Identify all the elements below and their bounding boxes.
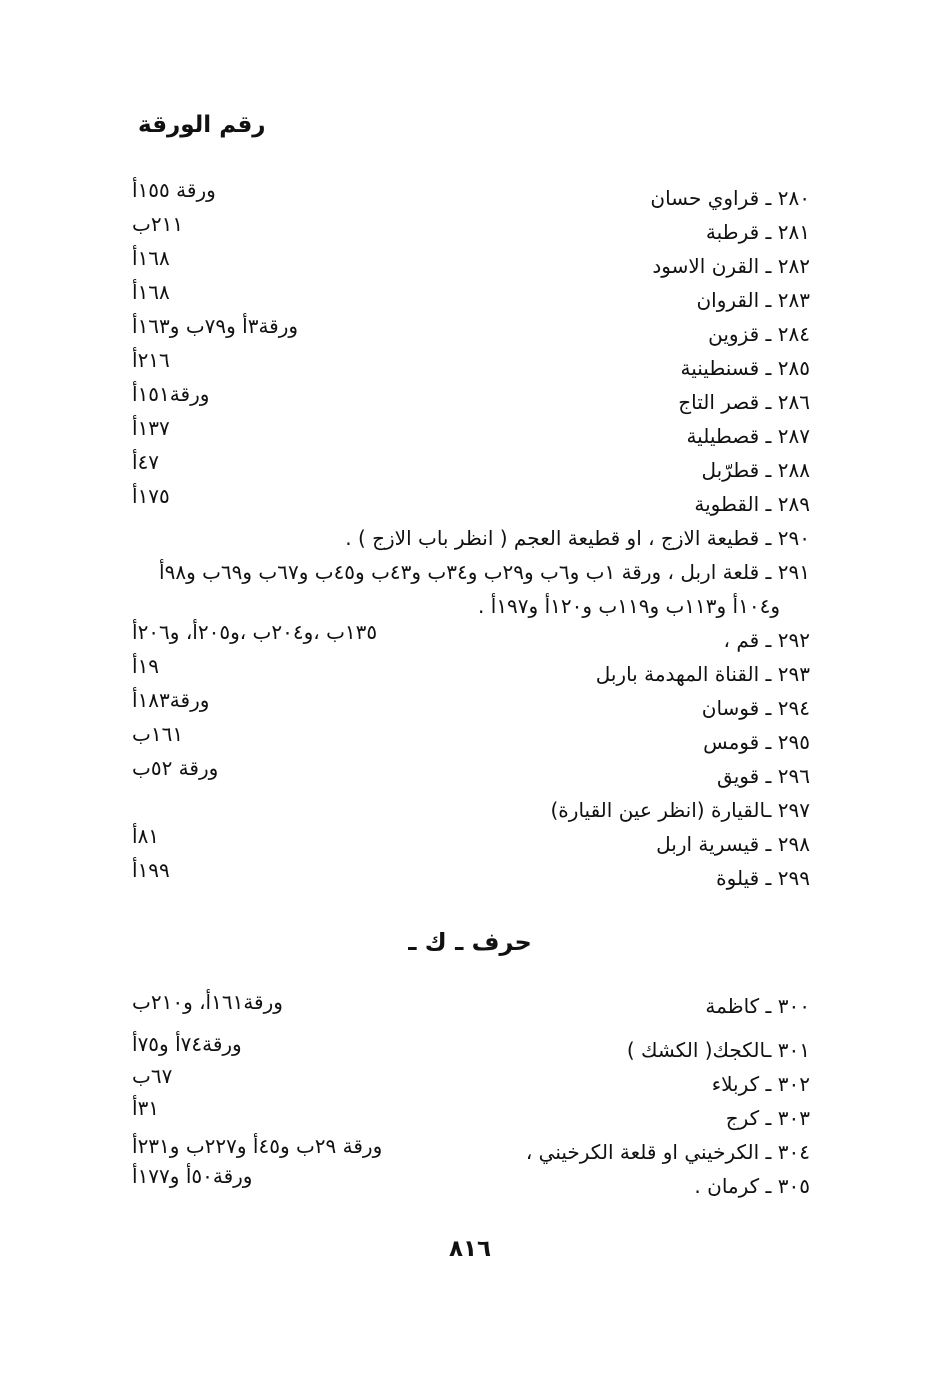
entry-text-continuation: و١٠٤أ و١١٣ب و١١٩ب و١٢٠أ و١٩٧أ . (478, 594, 780, 618)
folio-ref: ١٦٨أ (132, 246, 170, 270)
entry-text: ٣٠١ ـالكجك( الكشك ) (626, 1038, 810, 1062)
folio-ref: ورقة٧٤أ و٧٥أ (132, 1032, 242, 1056)
folio-ref: ورقة١٦١أ، و٢١٠ب (132, 990, 283, 1014)
index-entry-291 (0, 560, 940, 592)
entry-text: ٢٨٨ ـ قطرّبل (701, 458, 810, 482)
folio-ref: ١٦١ب (132, 722, 184, 746)
folio-ref: ورقة١٥١أ (132, 382, 210, 406)
folio-ref: ١٩٩أ (132, 858, 170, 882)
entry-text: ٢٩٢ ـ قم ، (723, 628, 810, 652)
folio-ref: ورقة١٨٣أ (132, 688, 210, 712)
page-number: ٨١٦ (448, 1236, 492, 1262)
folio-ref: ١٦٨أ (132, 280, 170, 304)
folio-ref: ورقة ٢٩ب و٤٥أ و٢٢٧ب و٢٣١أ (132, 1134, 383, 1158)
folio-ref: ورقة٣أ و٧٩ب و١٦٣أ (132, 314, 299, 338)
entry-text: ٢٨٩ ـ القطوية (694, 492, 810, 516)
index-entry-300 (0, 990, 940, 1026)
folio-ref: ورقة ٥٢ب (132, 756, 219, 780)
entry-text: ٢٨٣ ـ القروان (696, 288, 810, 312)
entry-text: ٢٨١ ـ قرطبة (705, 220, 810, 244)
folio-ref: ١٩أ (132, 654, 160, 678)
entry-text: ٣٠٢ ـ كربلاء (711, 1072, 810, 1096)
folio-ref: ٢١٦أ (132, 348, 170, 372)
folio-ref: ٤٧أ (132, 450, 160, 474)
entry-text: ٢٩٥ ـ قومس (703, 730, 810, 754)
index-entry-305 (0, 1164, 940, 1206)
entry-text: ٢٨٦ ـ قصر التاج (678, 390, 810, 414)
folio-ref: ٦٧ب (132, 1064, 173, 1088)
index-entry-299 (0, 858, 940, 898)
folio-ref: ٣١أ (132, 1096, 160, 1120)
column-header-folio: رقم الورقة (138, 112, 266, 138)
entry-text: ٢٨٧ ـ قصطيلية (686, 424, 810, 448)
entry-text: ٣٠٠ ـ كاظمة (705, 994, 810, 1018)
entry-text: ٢٩٨ ـ قيسرية اربل (656, 832, 810, 856)
entry-text: ٢٨٠ ـ قراوي حسان (650, 186, 810, 210)
entry-text: ٢٩٣ ـ القناة المهدمة باربل (595, 662, 810, 686)
index-entry-290 (0, 526, 940, 558)
entry-text: ٢٩٤ ـ قوسان (701, 696, 810, 720)
folio-ref: ١٣٥ب ،و٢٠٤ب ،و٢٠٥أ، و٢٠٦أ (132, 620, 378, 644)
entry-text: ٢٩٩ ـ قيلوة (716, 866, 810, 890)
entry-text: ٢٨٤ ـ قزوين (708, 322, 810, 346)
folio-ref: ورقة٥٠أ و١٧٧أ (132, 1164, 253, 1188)
folio-ref: ١٣٧أ (132, 416, 170, 440)
entry-text: ٣٠٤ ـ الكرخيني او قلعة الكرخيني ، (525, 1140, 810, 1164)
section-heading-kaf: حرف ـ ك ـ (408, 928, 532, 956)
folio-ref: ٢١١ب (132, 212, 184, 236)
entry-text: ٢٩٠ ـ قطيعة الازج ، او قطيعة العجم ( انظر باب الازج ) . (345, 526, 810, 550)
entry-text: ٢٨٢ ـ القرن الاسود (652, 254, 810, 278)
folio-ref: ورقة ١٥٥أ (132, 178, 216, 202)
entry-text: ٢٨٥ ـ قسنطينية (680, 356, 810, 380)
folio-ref: ٨١أ (132, 824, 160, 848)
entry-text: ٣٠٥ ـ كرمان . (694, 1174, 810, 1198)
folio-ref: ١٧٥أ (132, 484, 170, 508)
entry-text: ٢٩١ ـ قلعة اربل ، ورقة ١ب و٦ب و٢٩ب و٣٤ب و٤٣ب و٤٥ب و٦٧ب و٦٩ب و٩٨أ (159, 560, 810, 584)
entry-text: ٢٩٦ ـ قويق (717, 764, 810, 788)
entry-text: ٣٠٣ ـ كرج (725, 1106, 810, 1130)
index-entry-296 (0, 756, 940, 796)
index-entry-289 (0, 484, 940, 524)
entry-text: ٢٩٧ ـالقيارة (انظر عين القيارة) (550, 798, 810, 822)
